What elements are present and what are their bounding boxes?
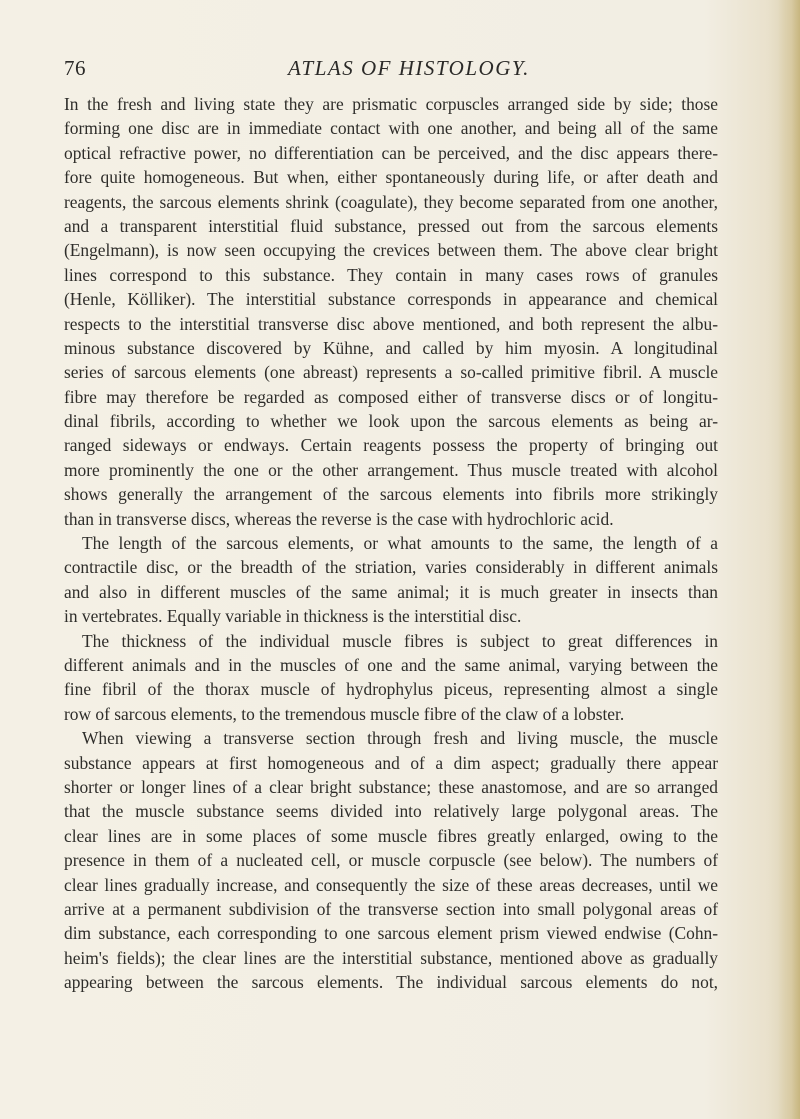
text-line: dinal fibrils, according to whether we look upon the sarcous elements as being ar- [64, 411, 718, 432]
text-line: and also in different muscles of the same animal; it is much greater in insects than [64, 581, 718, 602]
text-line: fine fibril of the thorax muscle of hydrophylus piceus, representing almost a single [64, 679, 718, 700]
text-line: appearing between the sarcous elements. The individual sarcous elements do not, [64, 972, 718, 993]
text-line: shorter or longer lines of a clear bright substance; these anastomose, and are so arranged [64, 776, 718, 797]
text-line: than in transverse discs, whereas the reverse is the case with hydrochloric acid. [64, 508, 614, 529]
text-line: row of sarcous elements, to the tremendous muscle fibre of the claw of a lobster. [64, 703, 625, 724]
text-line: fibre may therefore be regarded as composed either of transverse discs or of longitu- [64, 386, 718, 407]
body-text [64, 92, 718, 994]
page-number: 76 [64, 56, 86, 80]
text-line: (Henle, Kölliker). The interstitial substance corresponds in appearance and chemical [64, 289, 718, 310]
text-line: in vertebrates. Equally variable in thickness is the interstitial disc. [64, 606, 522, 627]
text-line: substance appears at first homogeneous and of a dim aspect; gradually there appear [64, 752, 718, 773]
text-line: (Engelmann), is now seen occupying the crevices between them. The above clear bright [64, 240, 718, 261]
text-line: more prominently the one or the other arrangement. Thus muscle treated with alcohol [64, 459, 718, 480]
text-line: The thickness of the individual muscle fibres is subject to great differences in [82, 630, 718, 651]
text-line: respects to the interstitial transverse disc above mentioned, and both represent the albu- [64, 313, 718, 334]
text-line: When viewing a transverse section through fresh and living muscle, the muscle [82, 728, 718, 749]
text-line: and a transparent interstitial fluid substance, pressed out from the sarcous elements [64, 215, 718, 236]
text-line: minous substance discovered by Kühne, and called by him myosin. A longitudinal [64, 337, 718, 358]
text-line: ranged sideways or endways. Certain reagents possess the property of bringing out [64, 435, 718, 456]
page-header [64, 56, 734, 86]
text-line: presence in them of a nucleated cell, or muscle corpuscle (see below). The numbers of [64, 850, 718, 871]
text-line: clear lines are in some places of some muscle fibres greatly enlarged, owing to the [64, 825, 718, 846]
text-line: forming one disc are in immediate contact with one another, and being all of the same [64, 118, 718, 139]
text-line: arrive at a permanent subdivision of the transverse section into small polygonal areas of [64, 898, 718, 919]
text-line: series of sarcous elements (one abreast) represents a so-called primitive fibril. A muscle [64, 362, 718, 383]
text-line: fore quite homogeneous. But when, either spontaneously during life, or after death and [64, 167, 718, 188]
text-line: reagents, the sarcous elements shrink (coagulate), they become separated from one another, [64, 191, 718, 212]
text-line: clear lines gradually increase, and consequently the size of these areas decreases, until we [64, 874, 718, 895]
running-title: ATLAS OF HISTOLOGY. [288, 56, 530, 80]
text-line: lines correspond to this substance. They contain in many cases rows of granules [64, 264, 718, 285]
text-line: shows generally the arrangement of the sarcous elements into fibrils more strikingly [64, 484, 718, 505]
text-line: optical refractive power, no differentiation can be perceived, and the disc appears there- [64, 142, 718, 163]
text-line: dim substance, each corresponding to one sarcous element prism viewed endwise (Cohn- [64, 923, 718, 944]
text-line: heim's fields); the clear lines are the interstitial substance, mentioned above as gradually [64, 947, 718, 968]
text-line: different animals and in the muscles of one and the same animal, varying between the [64, 654, 718, 675]
text-line: contractile disc, or the breadth of the striation, varies considerably in different animals [64, 557, 718, 578]
text-line: The length of the sarcous elements, or what amounts to the same, the length of a [82, 533, 718, 554]
text-line: In the fresh and living state they are prismatic corpuscles arranged side by side; those [64, 94, 718, 114]
text-line: that the muscle substance seems divided into relatively large polygonal areas. The [64, 801, 718, 822]
page-edge-shadow [778, 0, 800, 1119]
